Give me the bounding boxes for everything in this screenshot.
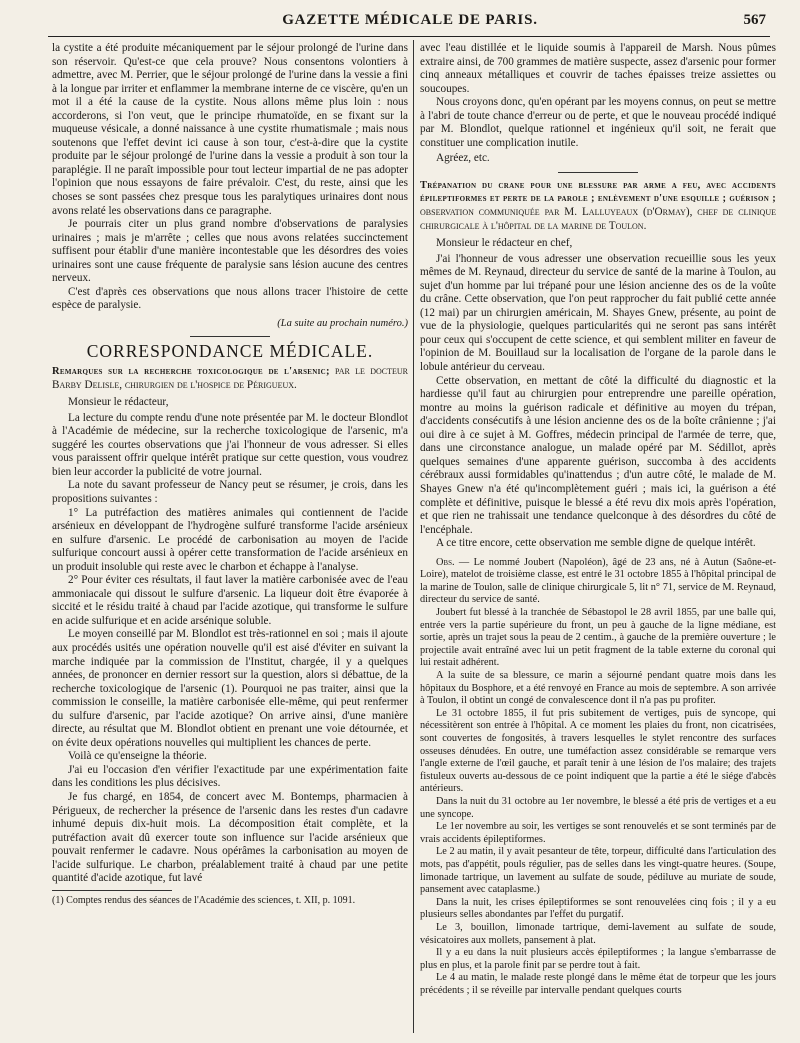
paragraph: Il y a eu dans la nuit plusieurs accès épileptiformes ; la langue s'embarrasse de plus en plus, et la parole finit par se perdre tout à fait. xyxy=(420,947,776,971)
observation-label: Obs. xyxy=(436,556,455,568)
paragraph: la cystite a été produite mécaniquement par le séjour prolongé de l'urine dans son réservoir. Qu'est-ce que cela prouve? Nous consentons volontiers à admettre, avec M. Perrier, que le séjour prolongé de l'urine dans la vessie a fini à la longue par irriter et enflammer la membrane interne de ce viscère, qu'en un mot il a été la cause de la cystite. Nous allons même plus loin : nous accorderons, si l'on veut, que le principe rhumatoïde, en se fixant sur la muqueuse vésicale, a donné naissance à une cystite rhumatismale ; mais nous soutenons que l'effet devint ici cause à son tour, c'est-à-dire que la cystite produite par le séjour prolongé de l'urine dans la vessie a produit à son tour la paraplégie. Il ne paraît impossible pour tout lecteur impartial de ne pas adopter l'opinion que nous essayons de faire prévaloir. C'est, du reste, ainsi que les choses se sont passées chez presque tous les paralytiques urinaires dont nous avons relaté les observations dans ce paragraphe. xyxy=(52,42,408,217)
right-column xyxy=(420,42,776,1037)
article-title-caps: Remarques sur la recherche toxicologique de l'arsenic; xyxy=(52,366,330,378)
footnote-rule xyxy=(52,890,172,891)
paragraph: J'ai eu l'occasion d'en vérifier l'exactitude par une expérimentation faite dans les conditions les plus décisives. xyxy=(52,763,408,790)
paragraph: Voilà ce qu'enseigne la théorie. xyxy=(68,750,207,763)
paragraph: A ce titre encore, cette observation me semble digne de quelque intérêt. xyxy=(436,537,756,550)
article-title-rest: observation communiquée par M. Lalluyeaux (d'Ormay), chef de clinique chirurgicale à l'hôpital de la marine de Toulon. xyxy=(420,206,776,232)
paragraph: avec l'eau distillée et le liquide soumis à l'appareil de Marsh. Nous pûmes extraire ainsi, de 700 grammes de matière suspecte, assez d'arsenic pour former cinq anneaux métalliques et couvrir de taches épaisses treize assiettes ou soucoupes. xyxy=(420,42,776,95)
article-title xyxy=(420,179,776,233)
section-heading: CORRESPONDANCE MÉDICALE. xyxy=(86,341,374,362)
article-title-rest: par le docteur Barby Delisle, chirurgien de l'hospice de Périgueux. xyxy=(52,365,408,391)
paragraph: Le 3, bouillon, limonade tartrique, demi-lavement au sulfate de soude, vésicatoires aux mollets, pansement à plat. xyxy=(420,921,776,946)
paragraph: Le 31 octobre 1855, il fut pris subitement de vertiges, puis de syncope, qui nécessitèrent son entrée à l'hôpital. A ce moment les plaies du front, non cicatrisées, sont couvertes de fongosités, à travers lesquelles le stylet rencontre des surfaces osseuses dénudées. En outre, une tuméfaction assez considérable se remarque vers l'angle externe de l'œil gauche, et paraît tenir à une lésion de l'os malaire; des trajets fistuleux ouverts au-dessous de ce point indiquent que la partie a été le siége d'abcès antérieurs. xyxy=(420,707,776,795)
to-be-continued-note: (La suite au prochain numéro.) xyxy=(277,317,408,329)
observation-text: — Le nommé Joubert (Napoléon), âgé de 23 ans, né à Autun (Saône-et-Loire), matelot de troisième classe, est entré le 31 octobre 1855 à l'hôpital principal de la marine de Toulon, salle de clinique chirurgicale 5, lit n° 71, service de M. Reynaud, directeur du service de santé. xyxy=(420,556,776,606)
salutation: Monsieur le rédacteur en chef, xyxy=(436,237,573,250)
paragraph: Je pourrais citer un plus grand nombre d'observations de paralysies urinaires ; mais je m'arrête ; celles que nous avons relatées succinctement suffisent pour établir d'une manière incontestable que les désordres des voies urinaires sont une cause fréquente de paralysie sans lésion aucune des centres nerveux. xyxy=(52,218,408,285)
running-title: GAZETTE MÉDICALE DE PARIS. xyxy=(282,12,538,28)
salutation: Monsieur le rédacteur, xyxy=(68,396,169,409)
article-title xyxy=(52,365,408,392)
sign-off: Agréez, etc. xyxy=(436,152,490,165)
paragraph: J'ai l'honneur de vous adresser une observation recueillie sous les yeux mêmes de M. Reynaud, directeur du service de santé de la marine à Toulon, au sujet d'un homme par lui trépané pour une lésion ancienne des os de la voûte du crâne. Cette observation, que l'on peut rapprocher du fait publié cette année (12 mai) par un chirurgien américain, M. Shayes Gnew, présente, au point de vue de la physiologie, quelques particularités qui ne seront pas sans intérêt pour ceux qui s'occupent de cette science, et qui semblent militer en faveur de l'opinion de M. Bouillaud sur la localisation de l'organe de la parole dans le lobule antérieur du cerveau. xyxy=(420,252,776,374)
paragraph: C'est d'après ces observations que nous allons tracer l'histoire de cette espèce de paralysie. xyxy=(52,285,408,312)
paragraph: Le moyen conseillé par M. Blondlot est très-rationnel en soi ; mais il ajoute aux procédés usités une opération nouvelle qu'il est aisé d'éviter en suivant la marche indiquée par la commission de l'Institut, chargée, il y a quelques années, de prononcer en dernier ressort sur la question, alors si débattue, de la recherche toxicologique de l'arsenic (1). Pourquoi ne pas traiter, ainsi que la commission le conseille, la matière carbonisée elle-même, qui peut renfermer du sulfure d'arsenic, par l'acide azotique? On arrive ainsi, d'une manière directe, au résultat que M. Blondlot obtient en prenant une voie détournée, et on évite deux opérations nouvelles qui multiplient les chances de perte. xyxy=(52,628,408,749)
paragraph: A la suite de sa blessure, ce marin a séjourné pendant quatre mois dans les hôpitaux du Bosphore, et a été renvoyé en France au mois de septembre. A son arrivée à Toulon, il obtint un congé de convalescence dont il n'a pas pu profiter. xyxy=(420,670,776,707)
page-header xyxy=(50,8,770,34)
footnote: (1) Comptes rendus des séances de l'Académie des sciences, t. XII, p. 1091. xyxy=(52,894,356,906)
paragraph: Nous croyons donc, qu'en opérant par les moyens connus, on peut se mettre à l'abri de toute chance d'erreur ou de perte, et que le nouveau procédé indiqué par M. Blondlot, quelque rationnel et ingénieux qu'il soit, ne ferait que constituer une complication inutile. xyxy=(420,96,776,149)
page-number: 567 xyxy=(743,12,766,28)
paragraph: Le 2 au matin, il y avait pesanteur de tête, torpeur, difficulté dans l'articulation des mots, pas d'appétit, pouls régulier, pas de selles dans les vingt-quatre heures. (Soupe, limonade tartrique, un lavement au sulfate de soude, pédiluve au muriate de soude, pansement avec cataplasme.) xyxy=(420,846,776,896)
paragraph: La lecture du compte rendu d'une note présentée par M. le docteur Blondlot à l'Académie de médecine, sur la recherche toxicologique de l'arsenic, m'a suggéré les courtes observations que j'ai l'honneur de vous adresser. Si elles vous paraissent offrir quelque intérêt pratique sur cette question, vous voudrez bien leur accorder la publicité de votre journal. xyxy=(52,411,408,478)
paragraph: 2° Pour éviter ces résultats, il faut laver la matière carbonisée avec de l'eau ammoniacale qui dissout le sulfure d'arsenic. La liqueur doit être évaporée à siccité et le résidu traité à chaud par l'acide azotique, qui transforme le sulfure en acide sulfurique et en acide arsénique soluble. xyxy=(52,574,408,627)
paragraph: Le 4 au matin, le malade reste plongé dans le même état de torpeur que les jours précédents ; il se réveille par intervalle pendant quelques courts xyxy=(420,972,776,996)
section-divider xyxy=(558,172,638,173)
section-divider xyxy=(190,336,270,337)
paragraph: Je fus chargé, en 1854, de concert avec M. Bontemps, pharmacien à Périgueux, de rechercher la présence de l'arsenic dans les restes d'un cadavre inhumé depuis dix-huit mois. La décomposition était complète, et la putréfaction avait dû exercer toute son influence sur l'acide arsénieux que pouvait renfermer le cadavre. Nous opérâmes la carbonisation au moyen de l'acide sulfurique. Le charbon, préalablement traité à chaud par une petite quantité d'acide azotique, fut lavé xyxy=(52,790,408,885)
paragraph: Cette observation, en mettant de côté la difficulté du diagnostic et la hardiesse qu'il faut au chirurgien pour entreprendre une pareille opération, montre au moins la guérison radicale et définitive au moyen du trépan, d'accidents consécutifs à une lésion ancienne des os de la boîte crânienne ; j'ai oui dire à ce sujet à M. Goffres, médecin principal de l'armée de terre, que, dans une circonstance analogue, un malade opéré par M. Sédillot, après quelques semaines d'une apparente guérison, succomba à des accidents cérébraux aussi formidables qu'inattendus ; d'un autre côté, le malade de M. Shayes Gnew n'a été qu'incomplètement guéri ; mais ici, la guérison a été complète et définitive, puisque le blessé a été revu dix mois après l'opération, et que rien ne trahissait une tendance quelconque à des désordres du côté de l'encéphale. xyxy=(420,374,776,536)
paragraph: Joubert fut blessé à la tranchée de Sébastopol le 28 avril 1855, par une balle qui, entrée vers la partie supérieure du front, un peu à gauche de la ligne médiane, est sortie, après un trajet sous la peau de 2 centim., à gauche de la première ouverture ; le projectile avait entraîné avec lui un petit fragment de la table externe du coronal qui lui restait adhérent. xyxy=(420,607,776,669)
article-title-caps: Trépanation du crane pour une blessure par arme a feu, avec accidents épileptiformes et perte de la parole ; enlèvement d'une esquille ; guérison ; xyxy=(420,179,776,205)
left-column xyxy=(52,42,408,1037)
header-rule xyxy=(48,36,770,37)
column-divider xyxy=(413,40,414,1033)
paragraph: 1° La putréfaction des matières animales qui contiennent de l'acide arsénieux en développant de l'hydrogène sulfuré transforme l'acide arsénieux en sulfure d'arsenic. Le procédé de carbonisation au moyen de l'acide sulfurique concourt aussi à opérer cette transformation de l'acide arsénieux en un produit insoluble qui reste avec le charbon et échappe à l'analyse. xyxy=(52,506,408,573)
paragraph: La note du savant professeur de Nancy peut se résumer, je crois, dans les propositions suivantes : xyxy=(52,479,408,505)
observation-paragraph xyxy=(420,557,776,607)
paragraph: Le 1er novembre au soir, les vertiges se sont renouvelés et se sont terminés par de vrais accidents épileptiformes. xyxy=(420,821,776,845)
paragraph: Dans la nuit, les crises épileptiformes se sont renouvelées cinq fois ; il y a eu plusieurs selles abondantes par l'effet du purgatif. xyxy=(420,896,776,921)
paragraph: Dans la nuit du 31 octobre au 1er novembre, le blessé a été pris de vertiges et a eu une syncope. xyxy=(420,795,776,820)
